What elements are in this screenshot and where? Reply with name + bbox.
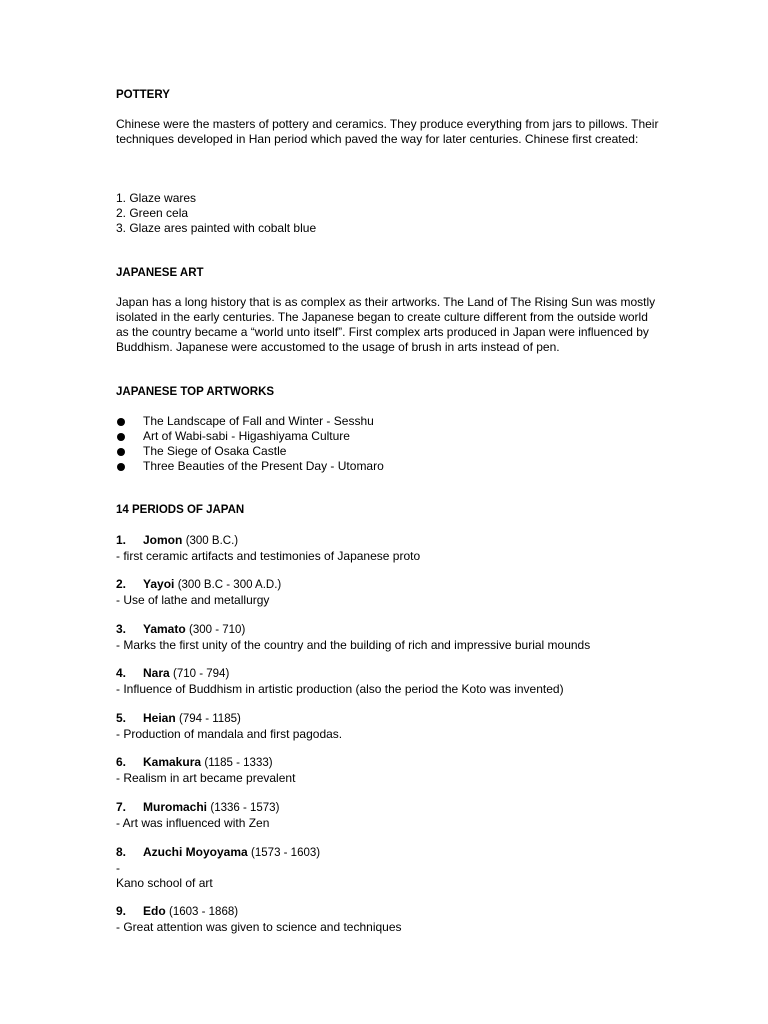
list-item: 1. Glaze wares	[116, 191, 197, 205]
pottery-heading: POTTERY	[116, 89, 170, 101]
period-number: 3.	[116, 622, 127, 636]
japanese-art-heading: JAPANESE ART	[116, 267, 204, 279]
period-name: Yamato	[143, 622, 186, 636]
bullet-icon	[117, 418, 125, 426]
period-description: - Realism in art became prevalent	[116, 771, 296, 785]
period-number: 5.	[116, 711, 127, 725]
bullet-icon	[117, 433, 125, 441]
periods-heading: 14 PERIODS OF JAPAN	[116, 504, 245, 516]
list-item	[116, 414, 661, 429]
period-name: Heian	[143, 711, 176, 725]
period-description: - Production of mandala and first pagodas.	[116, 727, 343, 741]
period-dates: (300 B.C.)	[185, 535, 239, 547]
period-dates: (1336 - 1573)	[210, 802, 280, 814]
period-name: Muromachi	[143, 800, 208, 814]
period-number: 6.	[116, 755, 127, 769]
list-item	[116, 459, 661, 474]
paragraph-line: as the country became a “world unto itself”. First complex arts produced in Japan were influenced by	[116, 325, 649, 339]
list-item: 3. Glaze ares painted with cobalt blue	[116, 221, 317, 235]
list-item-text: Three Beauties of the Present Day - Utomaro	[143, 459, 384, 473]
period-dates: (300 B.C - 300 A.D.)	[177, 579, 282, 591]
pottery-list	[116, 191, 661, 236]
period-description-dash: -	[116, 861, 120, 875]
period-description: - Art was influenced with Zen	[116, 816, 270, 830]
period-description: - Influence of Buddhism in artistic production (also the period the Koto was invented)	[116, 682, 564, 696]
period-item	[116, 533, 661, 564]
period-item	[116, 577, 661, 608]
period-dates: (1185 - 1333)	[204, 757, 273, 769]
list-item	[116, 429, 661, 444]
period-item	[116, 711, 661, 742]
paragraph-line: Buddhism. Japanese were accustomed to the usage of brush in arts instead of pen.	[116, 340, 560, 354]
period-description: - first ceramic artifacts and testimonies of Japanese proto	[116, 549, 421, 563]
list-item: 2. Green cela	[116, 206, 189, 220]
period-number: 4.	[116, 666, 127, 680]
period-dates: (794 - 1185)	[179, 713, 241, 725]
period-name: Nara	[143, 666, 170, 680]
period-number: 1.	[116, 533, 127, 547]
period-item	[116, 845, 661, 891]
pottery-paragraph: Chinese were the masters of pottery and ceramics. They produce everything from jars to pillows. Their techniques developed in Han period which paved the way for later centuries. Chinese first created:	[116, 117, 659, 146]
period-name: Azuchi Moyoyama	[143, 845, 248, 859]
bullet-icon	[117, 448, 125, 456]
top-artworks-heading: JAPANESE TOP ARTWORKS	[116, 386, 275, 398]
period-description: - Great attention was given to science and techniques	[116, 920, 402, 934]
list-item	[116, 444, 661, 459]
period-number: 7.	[116, 800, 127, 814]
period-dates: (710 - 794)	[173, 668, 230, 680]
period-item	[116, 755, 661, 786]
list-item-text: Art of Wabi-sabi - Higashiyama Culture	[143, 429, 350, 443]
period-number: 8.	[116, 845, 127, 859]
list-item-text: The Landscape of Fall and Winter - Sesshu	[143, 414, 374, 428]
period-name: Yayoi	[143, 577, 175, 591]
period-number: 2.	[116, 577, 127, 591]
period-number: 9.	[116, 904, 127, 918]
period-item	[116, 622, 661, 653]
paragraph-line: isolated in the early centuries. The Japanese began to create culture different from the outside world	[116, 310, 648, 324]
japanese-art-paragraph	[116, 295, 661, 355]
period-description: - Marks the first unity of the country and the building of rich and impressive burial mounds	[116, 638, 591, 652]
period-name: Kamakura	[143, 755, 202, 769]
paragraph-line: Japan has a long history that is as complex as their artworks. The Land of The Rising Sun was mostly	[116, 295, 656, 309]
period-item	[116, 904, 661, 935]
period-description: Kano school of art	[116, 876, 213, 890]
period-dates: (1603 - 1868)	[169, 906, 239, 918]
period-item	[116, 666, 661, 697]
list-item-text: The Siege of Osaka Castle	[143, 444, 287, 458]
period-dates: (300 - 710)	[189, 624, 246, 636]
bullet-icon	[117, 463, 125, 471]
period-description: - Use of lathe and metallurgy	[116, 593, 270, 607]
top-artworks-list	[116, 414, 661, 474]
period-name: Jomon	[143, 533, 183, 547]
period-name: Edo	[143, 904, 166, 918]
period-item	[116, 800, 661, 831]
period-dates: (1573 - 1603)	[251, 847, 321, 859]
